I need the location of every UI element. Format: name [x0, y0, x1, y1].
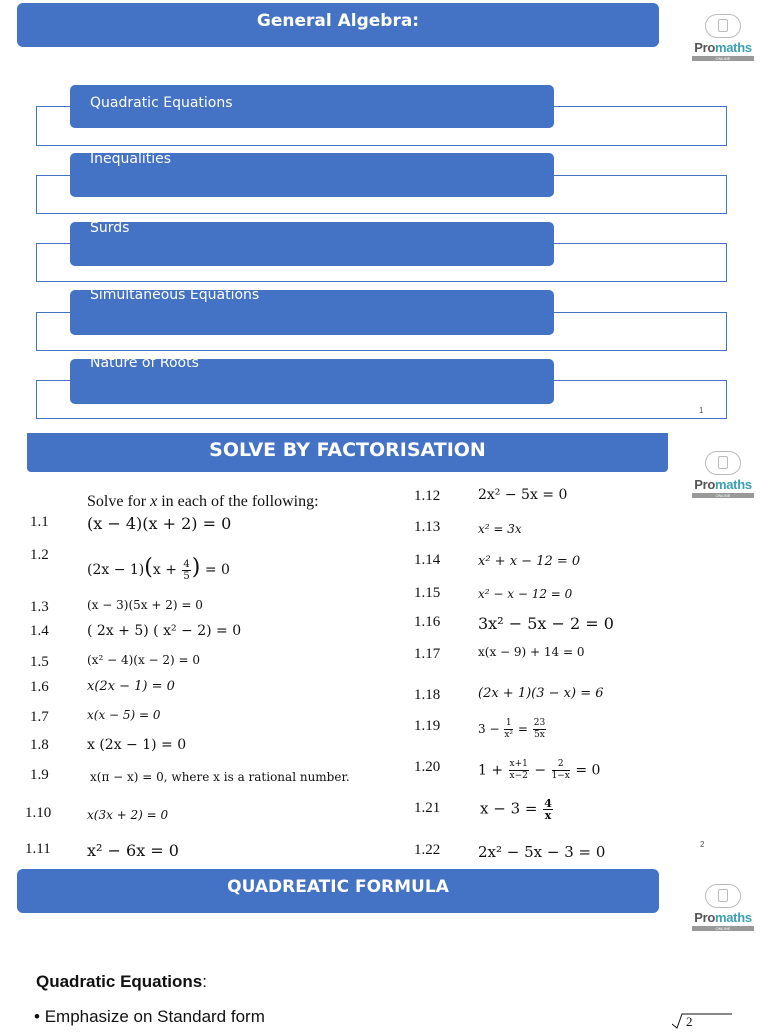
- problem-number: 1.21: [414, 800, 441, 816]
- slide1-title: General Algebra:: [256, 11, 420, 31]
- problem-1-9: x(π − x) = 0, where x is a rational number.: [90, 770, 350, 784]
- cloud-phone-icon: [705, 14, 741, 38]
- problem-1-11: x² − 6x = 0: [87, 841, 179, 860]
- problem-number: 1.6: [30, 679, 49, 695]
- problem-1-13: x² = 3x: [478, 522, 522, 536]
- instruction: Solve for x in each of the following:: [87, 493, 319, 510]
- problem-1-19: 3 − $\frac{1}{\text{x²}}$ = $\frac{23}{5x}$: [478, 718, 546, 740]
- problem-number: 1.9: [30, 767, 49, 783]
- problem-1-3: (x − 3)(5x + 2) = 0: [87, 598, 203, 612]
- problem-number: 1.10: [25, 805, 52, 821]
- problem-1-10: x(3x + 2) = 0: [87, 808, 169, 822]
- slide1-title-banner: [17, 3, 659, 47]
- problem-number: 1.5: [30, 654, 49, 670]
- problem-1-20: 1 + $\frac{x+1}{x-2}$ − $\frac{2}{1-x}$ = 0: [478, 759, 601, 781]
- problem-number: 1.15: [414, 585, 441, 601]
- problem-1-16: 3x² − 5x − 2 = 0: [478, 614, 614, 633]
- problem-1-12: 2x² − 5x = 0: [478, 487, 568, 503]
- problem-number: 1.19: [414, 718, 441, 734]
- cloud-phone-icon: [705, 884, 741, 908]
- partial-formula: 2: [672, 1010, 732, 1030]
- problem-1-6: x(2x − 1) = 0: [87, 679, 175, 694]
- problem-number: 1.20: [414, 759, 441, 775]
- promaths-logo: Promaths ONLINE: [688, 14, 758, 61]
- bullet-item: • Emphasize on Standard form: [34, 1007, 265, 1026]
- problem-1-17: x(x − 9) + 14 = 0: [478, 645, 585, 659]
- page-number-2: 2: [700, 840, 705, 849]
- section-heading: Quadratic Equations:: [36, 972, 207, 991]
- problem-number: 1.18: [414, 687, 441, 703]
- problem-1-21: x − 3 = $\frac{4}{x}$: [480, 797, 552, 822]
- problem-number: 1.14: [414, 552, 441, 568]
- problem-number: 1.12: [414, 488, 441, 504]
- problem-1-14: x² + x − 12 = 0: [478, 554, 581, 569]
- problem-1-2: (2x − 1)(x + $\frac{4}{5}$ ) = 0: [87, 555, 230, 582]
- promaths-logo: Promaths ONLINE: [688, 451, 758, 498]
- problem-number: 1.16: [414, 614, 441, 630]
- topic-surds: Surds: [70, 222, 554, 266]
- problem-number: 1.13: [414, 519, 441, 535]
- problem-1-15: x² − x − 12 = 0: [478, 587, 573, 601]
- problem-number: 1.7: [30, 709, 49, 725]
- problem-1-4: ( 2x + 5) ( x² − 2) = 0: [87, 623, 242, 639]
- cloud-phone-icon: [705, 451, 741, 475]
- bullet-icon: •: [34, 1007, 40, 1026]
- problem-number: 1.17: [414, 646, 441, 662]
- topic-quadratic-equations: Quadratic Equations: [70, 85, 554, 128]
- problem-number: 1.1: [30, 514, 49, 530]
- topic-nature-of-roots: Nature of Roots: [70, 359, 554, 404]
- topic-simultaneous-equations: Simultaneous Equations: [70, 290, 554, 335]
- problem-number: 1.4: [30, 623, 49, 639]
- slide2-title: SOLVE BY FACTORISATION: [209, 439, 486, 461]
- problem-1-7: x(x − 5) = 0: [87, 708, 161, 722]
- problem-number: 1.8: [30, 737, 49, 753]
- problem-1-5: (x² − 4)(x − 2) = 0: [87, 653, 201, 667]
- problem-1-22: 2x² − 5x − 3 = 0: [478, 843, 606, 861]
- problem-1-1: (x − 4)(x + 2) = 0: [87, 514, 232, 533]
- problem-number: 1.3: [30, 599, 49, 615]
- radical-sign-icon: [672, 1010, 732, 1030]
- problem-number: 1.2: [30, 547, 49, 563]
- slide3-title: QUADREATIC FORMULA: [227, 877, 449, 897]
- problem-number: 1.11: [25, 841, 51, 857]
- problem-number: 1.22: [414, 842, 441, 858]
- problem-1-18: (2x + 1)(3 − x) = 6: [478, 686, 604, 701]
- slide2-title-banner: [27, 433, 668, 472]
- page-number-1: 1: [699, 406, 704, 415]
- promaths-logo: Promaths ONLINE: [688, 884, 758, 931]
- topic-inequalities: Inequalities: [70, 153, 554, 197]
- problem-1-8: x (2x − 1) = 0: [87, 737, 187, 753]
- slide3-title-banner: [17, 869, 659, 913]
